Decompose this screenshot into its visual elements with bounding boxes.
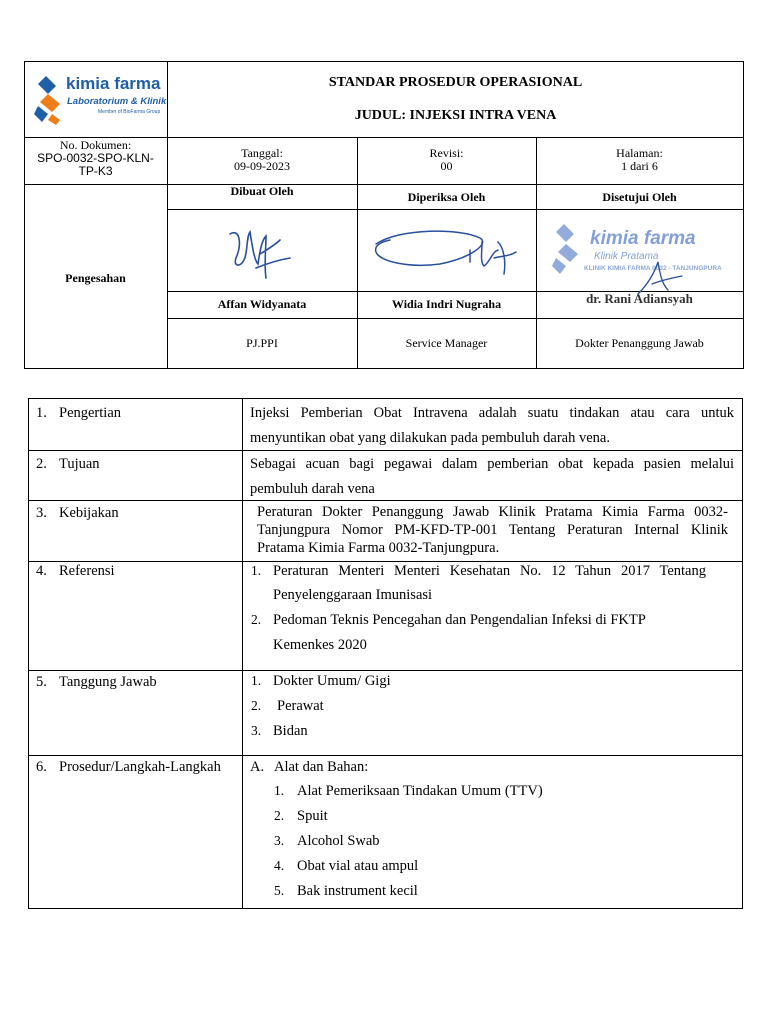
tool-2-text: Spuit: [297, 808, 328, 824]
company-logo: [30, 72, 167, 128]
responsibility-3-number: 3.: [251, 723, 262, 738]
page-label: Halaman:: [616, 146, 663, 160]
signature-2-icon: [370, 222, 520, 282]
tool-4-number: 4.: [274, 858, 285, 873]
checked-by-name: Widia Indri Nugraha: [391, 297, 502, 311]
section-5-number: 5.: [36, 674, 47, 690]
made-by-name: Affan Widyanata: [217, 297, 307, 311]
tool-3-text: Alcohol Swab: [297, 833, 380, 849]
logo-subtitle: Laboratorium & Klinik: [67, 96, 167, 107]
section-1-number: 1.: [36, 405, 47, 421]
section-2-label: Tujuan: [59, 456, 100, 472]
document-judul: JUDUL: INJEKSI INTRA VENA: [354, 108, 557, 123]
made-by-role: PJ.PPI: [246, 336, 278, 350]
section-3-text: Peraturan Dokter Penanggung Jawab Klinik Pratama Kimia Farma 0032-Tanjungpura Nomor PM-KFD-TP-001 Tentang Peraturan Internal Klinik Pratama Kimia Farma 0032-Tanjungpura.: [257, 504, 728, 556]
reference-1-line1: Peraturan Menteri Menteri Kesehatan No. 12 Tahun 2017 Tentang: [273, 563, 706, 579]
revision-value: 00: [440, 159, 453, 173]
doc-number-line2: TP-K3: [78, 164, 113, 178]
stamp-mark-icon: [552, 222, 584, 278]
section-1-text: Injeksi Pemberian Obat Intravena adalah suatu tindakan atau cara untuk menyuntikan obat yang dilakukan pada pembuluh darah vena.: [250, 405, 734, 446]
tool-2-number: 2.: [274, 808, 285, 823]
doc-number: [24, 139, 167, 178]
tool-1-number: 1.: [274, 783, 285, 798]
tool-3-number: 3.: [274, 833, 285, 848]
section-1-label: Pengertian: [59, 405, 122, 421]
document-title: STANDAR PROSEDUR OPERASIONAL: [328, 75, 583, 90]
approved-by-name: dr. Rani Adiansyah: [586, 291, 693, 306]
responsibility-2-text: Perawat: [277, 698, 324, 714]
checked-by-role: Service Manager: [405, 336, 488, 350]
stamp-brand: kimia farma: [590, 228, 696, 249]
stamp-line2: Klinik Pratama: [594, 251, 659, 262]
doc-number-line1: SPO-0032-SPO-KLN-: [37, 151, 154, 165]
section-6-label: Prosedur/Langkah-Langkah: [59, 759, 221, 775]
date-value: 09-09-2023: [234, 159, 290, 173]
section-3-label: Kebijakan: [59, 505, 119, 521]
tool-5-text: Bak instrument kecil: [297, 883, 418, 899]
section-4-label: Referensi: [59, 563, 115, 579]
section-3-number: 3.: [36, 505, 47, 521]
reference-1-line2: Penyelenggaraan Imunisasi: [273, 587, 433, 603]
logo-tagline: Member of BioFarma Group: [98, 109, 161, 115]
doc-revision: [357, 147, 536, 173]
approved-by-header: Disetujui Oleh: [602, 190, 677, 204]
approval-label: Pengesahan: [65, 271, 126, 285]
reference-2-line2: Kemenkes 2020: [273, 637, 367, 653]
section-5-label: Tanggung Jawab: [59, 674, 157, 690]
logo-mark-icon: [32, 74, 66, 126]
clinic-stamp: [550, 218, 735, 284]
procedure-sub-title: Alat dan Bahan:: [274, 759, 369, 775]
section-2-number: 2.: [36, 456, 47, 472]
checked-by-header: Diperiksa Oleh: [407, 190, 486, 204]
made-by-header: Dibuat Oleh: [230, 184, 294, 198]
tool-1-text: Alat Pemeriksaan Tindakan Umum (TTV): [297, 783, 543, 799]
logo-brand: kimia farma: [66, 74, 161, 93]
doc-page: [536, 147, 743, 173]
date-label: Tanggal:: [241, 146, 283, 160]
section-4-number: 4.: [36, 563, 47, 579]
reference-1-number: 1.: [251, 563, 262, 578]
stamp-line3: KLINIK KIMIA FARMA 0032 - TANJUNGPURA: [584, 265, 722, 272]
responsibility-1-number: 1.: [251, 673, 262, 688]
tool-5-number: 5.: [274, 883, 285, 898]
page-value: 1 dari 6: [621, 159, 658, 173]
section-6-number: 6.: [36, 759, 47, 775]
responsibility-3-text: Bidan: [273, 723, 308, 739]
doc-date: [167, 147, 357, 173]
revision-label: Revisi:: [429, 146, 464, 160]
procedure-sub-letter: A.: [250, 759, 265, 775]
tool-4-text: Obat vial atau ampul: [297, 858, 419, 874]
reference-2-line1: Pedoman Teknis Pencegahan dan Pengendalian Infeksi di FKTP: [273, 612, 646, 628]
doc-number-label: No. Dokumen:: [59, 138, 132, 152]
signature-1-icon: [220, 214, 300, 286]
section-2-text: Sebagai acuan bagi pegawai dalam pemberian obat kepada pasien melalui pembuluh darah vena: [250, 456, 734, 497]
responsibility-1-text: Dokter Umum/ Gigi: [273, 673, 391, 689]
reference-2-number: 2.: [251, 612, 262, 627]
responsibility-2-number: 2.: [251, 698, 262, 713]
approved-by-role: Dokter Penanggung Jawab: [575, 336, 704, 350]
